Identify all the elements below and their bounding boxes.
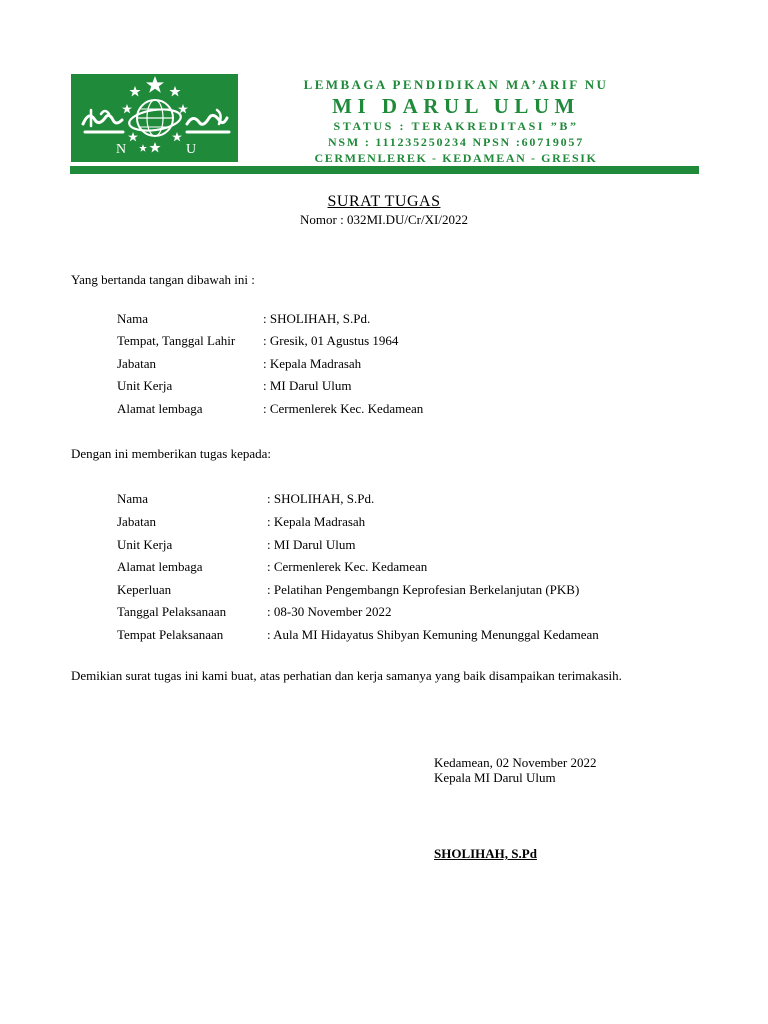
letter-title: SURAT TUGAS — [327, 193, 441, 210]
detail-label: Nama — [117, 491, 149, 506]
detail-label: Jabatan — [117, 356, 156, 371]
logo-letter-n: N — [115, 142, 127, 157]
detail-value: : Gresik, 01 Agustus 1964 — [263, 333, 399, 348]
intro-text: Yang bertanda tangan dibawah ini : — [71, 272, 255, 287]
detail-label: Nama — [117, 311, 149, 326]
detail-value: : MI Darul Ulum — [267, 537, 356, 552]
detail-value: : Kepala Madrasah — [263, 356, 362, 371]
detail-label: Alamat lembaga — [117, 401, 203, 416]
detail-label: Unit Kerja — [117, 378, 173, 393]
letterhead-divider — [70, 166, 699, 174]
logo-letter-u: U — [185, 142, 197, 157]
closing-text: Demikian surat tugas ini kami buat, atas perhatian dan kerja samanya yang baik disampaikan terimakasih. — [71, 668, 622, 683]
detail-value: : MI Darul Ulum — [263, 378, 352, 393]
detail-value: : SHOLIHAH, S.Pd. — [267, 491, 375, 506]
assignment-intro: Dengan ini memberikan tugas kepada: — [71, 446, 271, 461]
detail-value: : Cermenlerek Kec. Kedamean — [263, 401, 424, 416]
detail-value: : Kepala Madrasah — [267, 514, 366, 529]
detail-label: Tempat, Tanggal Lahir — [117, 333, 236, 348]
letterhead — [258, 76, 654, 166]
detail-value: : SHOLIHAH, S.Pd. — [263, 311, 371, 326]
detail-label: Unit Kerja — [117, 537, 173, 552]
detail-label: Tanggal Pelaksanaan — [117, 604, 227, 619]
detail-value: : 08-30 November 2022 — [267, 604, 392, 619]
nu-emblem-icon — [71, 74, 238, 162]
nsm-npsn: NSM : 111235250234 NPSN :60719057 — [327, 135, 585, 149]
school-address: CERMENLEREK - KEDAMEAN - GRESIK — [314, 151, 598, 165]
institution-name: LEMBAGA PENDIDIKAN MA’ARIF NU — [303, 77, 609, 92]
detail-label: Jabatan — [117, 514, 156, 529]
detail-value: : Cermenlerek Kec. Kedamean — [267, 559, 428, 574]
signature-place-date: Kedamean, 02 November 2022 — [434, 755, 597, 770]
detail-value: : Aula MI Hidayatus Shibyan Kemuning Menunggal Kedamean — [267, 627, 599, 642]
detail-label: Tempat Pelaksanaan — [117, 627, 224, 642]
school-name: MI DARUL ULUM — [332, 94, 580, 118]
signer-name: SHOLIHAH, S.Pd — [434, 846, 537, 861]
accreditation-status: STATUS : TERAKREDITASI ”B” — [333, 119, 579, 133]
letter-number: Nomor : 032MI.DU/Cr/XI/2022 — [300, 212, 468, 227]
nu-logo — [71, 74, 238, 162]
detail-label: Keperluan — [117, 582, 172, 597]
detail-label: Alamat lembaga — [117, 559, 203, 574]
signature-position: Kepala MI Darul Ulum — [434, 770, 556, 785]
detail-value: : Pelatihan Pengembangn Keprofesian Berkelanjutan (PKB) — [267, 582, 580, 597]
